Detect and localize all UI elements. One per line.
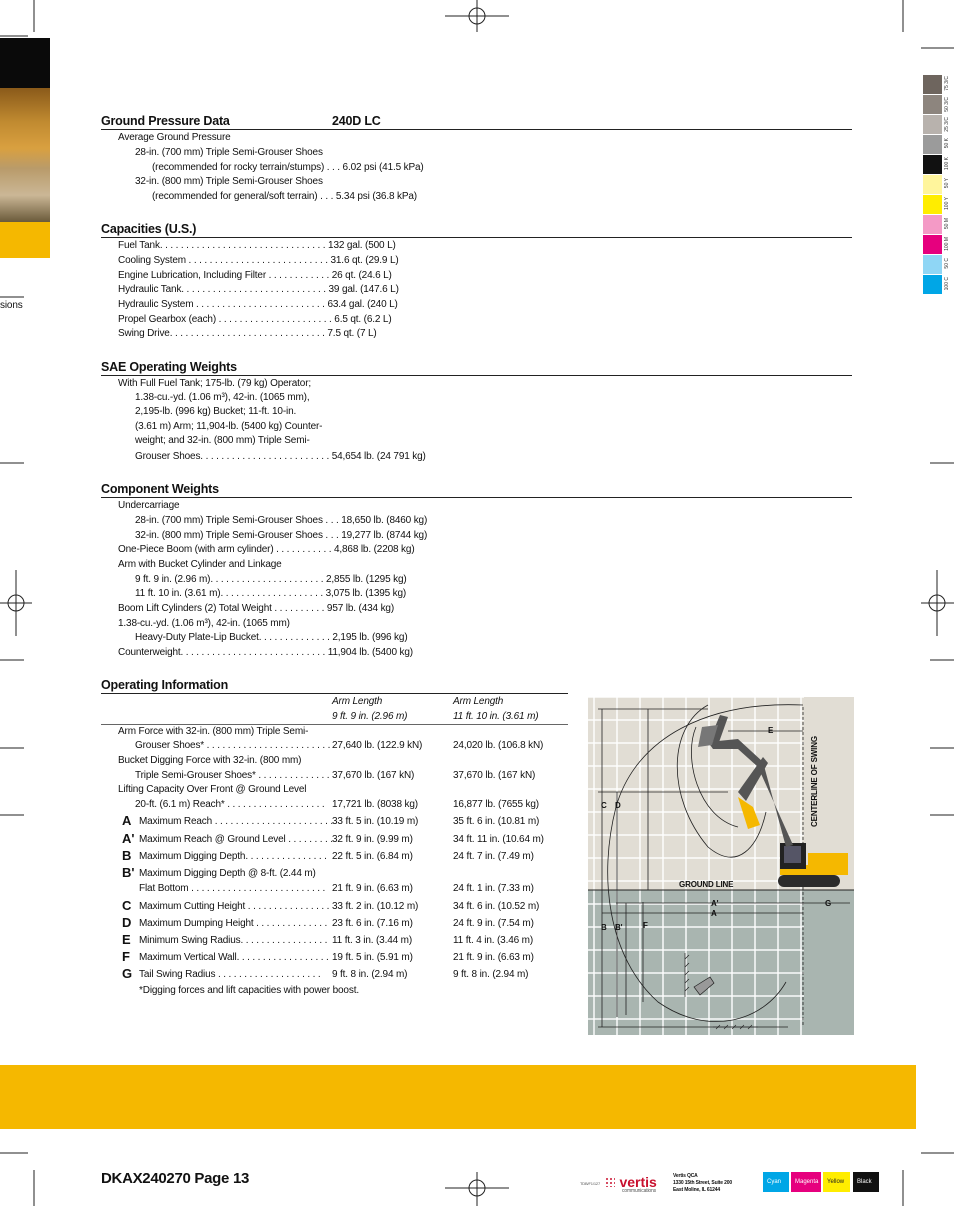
op-value: 17,721 lb. (8038 kg) [332,799,418,810]
gp-line: (recommended for rocky terrain/stumps) . . . 6.02 psi (41.5 kPa) [152,162,424,173]
dim-key: G [122,966,133,981]
cap-line: Engine Lubrication, Including Filter . . . . . . . . . . . . 26 qt. (24.6 L) [118,270,392,281]
dim-value: 11 ft. 3 in. (3.44 m) [332,935,413,946]
dim-key: C [122,898,132,913]
dim-value: 24 ft. 1 in. (7.33 m) [453,883,534,894]
margin-text: sions [0,300,23,311]
section-rule [101,375,852,376]
dim-key: B' [122,865,135,880]
cap-line: Hydraulic Tank. . . . . . . . . . . . . . . . . . . . . . . . . . . . 39 gal. (147.6 L) [118,284,399,295]
diagram-letter-a: A [711,909,717,918]
comp-line: 1.38-cu.-yd. (1.06 m³), 42-in. (1065 mm) [118,618,290,629]
dim-value: 9 ft. 8 in. (2.94 m) [332,969,408,980]
diagram-letter-c: C [601,801,607,810]
diagram-letter-e: E [768,726,774,735]
op-row: Grouser Shoes* . . . . . . . . . . . . . . . . . . . . . . . . [135,740,331,751]
dim-value: 11 ft. 4 in. (3.46 m) [453,935,534,946]
dim-label: Maximum Vertical Wall. . . . . . . . . . . . . . . . . . [139,952,329,963]
comp-line: One-Piece Boom (with arm cylinder) . . . . . . . . . . . 4,868 lb. (2208 kg) [118,544,415,555]
op-value: 37,670 lb. (167 kN) [453,770,536,781]
dim-value: 32 ft. 9 in. (9.99 m) [332,834,413,845]
section-rule [101,129,852,130]
dim-value: 24 ft. 7 in. (7.49 m) [453,851,534,862]
dim-value: 33 ft. 5 in. (10.19 m) [332,816,419,827]
op-value: 24,020 lb. (106.8 kN) [453,740,544,751]
dim-value: 21 ft. 9 in. (6.63 m) [332,883,413,894]
dim-label: Tail Swing Radius . . . . . . . . . . . . . . . . . . . . [139,969,321,980]
dim-label: Maximum Reach . . . . . . . . . . . . . . . . . . . . . . . [139,816,333,827]
op-row: Lifting Capacity Over Front @ Ground Level [118,784,307,795]
vertis-sub: communications [622,1188,657,1194]
sae-line: (3.61 m) Arm; 11,904-lb. (5400 kg) Counter- [135,421,323,432]
dim-value: 23 ft. 6 in. (7.16 m) [332,918,413,929]
op-row: Bucket Digging Force with 32-in. (800 mm) [118,755,302,766]
swatch-black: Black [853,1172,879,1192]
dim-value: 34 ft. 11 in. (10.64 m) [453,834,544,845]
ground-pressure-title: Ground Pressure Data [101,114,230,128]
cap-line: Propel Gearbox (each) . . . . . . . . . . . . . . . . . . . . . . 6.5 qt. (6.2 L) [118,314,392,325]
gp-line: 28-in. (700 mm) Triple Semi-Grouser Shoes [135,147,323,158]
dim-label: Maximum Digging Depth. . . . . . . . . . . . . . . . [139,851,327,862]
dim-label-2: Flat Bottom . . . . . . . . . . . . . . . . . . . . . . . . . . [139,883,326,894]
dim-key: D [122,915,132,930]
gp-line: Average Ground Pressure [118,132,231,143]
diagram-letter-b-prime: B' [615,923,623,932]
dim-label: Maximum Digging Depth @ 8-ft. (2.44 m) [139,868,316,879]
left-photo [0,38,50,88]
diagram-letter-b: B [601,923,607,932]
dim-key: B [122,848,132,863]
dim-value: 22 ft. 5 in. (6.84 m) [332,851,413,862]
swatch-yellow: Yellow [823,1172,850,1192]
swatch-magenta: Magenta [791,1172,821,1192]
dim-key: F [122,949,130,964]
dim-key: E [122,932,131,947]
diagram-letter-f: F [643,921,648,930]
col1-sub: 9 ft. 9 in. (2.96 m) [332,711,408,722]
printer-addr: East Moline, IL 61244 [673,1187,721,1193]
diagram-letter-a-prime: A' [711,899,719,908]
diagram-letter-g: G [825,899,832,908]
dim-label: Maximum Cutting Height . . . . . . . . . . . . . . . . [139,901,330,912]
op-value: 27,640 lb. (122.9 kN) [332,740,423,751]
dim-key: A [122,813,132,828]
col1-head: Arm Length [332,696,383,707]
sae-line: 2,195-lb. (996 kg) Bucket; 11-ft. 10-in. [135,406,297,417]
col2-head: Arm Length [453,696,504,707]
dim-key: A' [122,831,135,846]
dim-label: Maximum Dumping Height . . . . . . . . . . . . . . [139,918,328,929]
op-value: 16,877 lb. (7655 kg) [453,799,539,810]
operating-title: Operating Information [101,678,229,692]
printer-addr: 1330 15th Street, Suite 200 [673,1180,733,1186]
component-title: Component Weights [101,482,219,496]
comp-line: 32-in. (800 mm) Triple Semi-Grouser Shoes . . . 19,277 lb. (8744 kg) [135,530,428,541]
op-row: Triple Semi-Grouser Shoes* . . . . . . . . . . . . . . [135,770,330,781]
centerline-label: CENTERLINE OF SWING [810,736,819,827]
printer-small: TDB/F1/127 [580,1181,601,1186]
comp-line: Counterweight. . . . . . . . . . . . . . . . . . . . . . . . . . . . 11,904 lb. (5400 kg) [118,647,413,658]
op-value: 37,670 lb. (167 kN) [332,770,415,781]
gp-line: (recommended for general/soft terrain) . . . 5.34 psi (36.8 kPa) [152,191,417,202]
cap-line: Cooling System . . . . . . . . . . . . . . . . . . . . . . . . . . . 31.6 qt. (29.9 L) [118,255,399,266]
dim-label: Maximum Reach @ Ground Level . . . . . . . . . [139,834,333,845]
comp-line: Undercarriage [118,500,180,511]
col2-sub: 11 ft. 10 in. (3.61 m) [453,711,539,722]
ground-line-label: GROUND LINE [679,880,734,889]
dim-value: 9 ft. 8 in. (2.94 m) [453,969,529,980]
dim-value: 33 ft. 2 in. (10.12 m) [332,901,419,912]
page-label: DKAX240270 Page 13 [101,1170,250,1187]
section-rule [101,693,568,694]
cap-line: Hydraulic System . . . . . . . . . . . . . . . . . . . . . . . . . 63.4 gal. (240 L) [118,299,398,310]
dim-value: 34 ft. 6 in. (10.52 m) [453,901,540,912]
gp-line: 32-in. (800 mm) Triple Semi-Grouser Shoes [135,176,323,187]
footnote: *Digging forces and lift capacities with power boost. [139,985,359,996]
sae-line: Grouser Shoes. . . . . . . . . . . . . . . . . . . . . . . . . 54,654 lb. (24 791 kg) [135,451,426,462]
diagram-letter-d: D [615,801,621,810]
sae-line: weight; and 32-in. (800 mm) Triple Semi- [135,435,310,446]
comp-line: 28-in. (700 mm) Triple Semi-Grouser Shoes . . . 18,650 lb. (8460 kg) [135,515,428,526]
section-rule [101,497,852,498]
bottom-accent-band [0,1065,916,1129]
col-rule [101,724,568,725]
sae-line: 1.38-cu.-yd. (1.06 m³), 42-in. (1065 mm), [135,392,310,403]
capacities-title: Capacities (U.S.) [101,222,197,236]
op-row: Arm Force with 32-in. (800 mm) Triple Semi- [118,726,309,737]
op-row: 20-ft. (6.1 m) Reach* . . . . . . . . . . . . . . . . . . . [135,799,325,810]
dim-value: 35 ft. 6 in. (10.81 m) [453,816,540,827]
cap-line: Fuel Tank. . . . . . . . . . . . . . . . . . . . . . . . . . . . . . . . 132 gal. (500 L) [118,240,396,251]
dim-value: 21 ft. 9 in. (6.63 m) [453,952,534,963]
section-rule [101,237,852,238]
dim-value: 19 ft. 5 in. (5.91 m) [332,952,413,963]
printer-addr: Vertis QCA [673,1173,698,1179]
comp-line: Heavy-Duty Plate-Lip Bucket. . . . . . . . . . . . . . 2,195 lb. (996 kg) [135,632,408,643]
sae-title: SAE Operating Weights [101,360,237,374]
model-label: 240D LC [332,114,381,128]
sae-line: With Full Fuel Tank; 175-lb. (79 kg) Operator; [118,378,311,389]
left-photo-lower [0,88,50,222]
dim-value: 24 ft. 9 in. (7.54 m) [453,918,534,929]
vertis-wordmark: vertis [619,1173,657,1190]
cap-line: Swing Drive. . . . . . . . . . . . . . . . . . . . . . . . . . . . . . 7.5 qt. (7 L) [118,328,377,339]
comp-line: Boom Lift Cylinders (2) Total Weight . . . . . . . . . . 957 lb. (434 kg) [118,603,395,614]
dim-label: Minimum Swing Radius. . . . . . . . . . . . . . . . . [139,935,328,946]
comp-line: 9 ft. 9 in. (2.96 m). . . . . . . . . . . . . . . . . . . . . . 2,855 lb. (1295 kg) [135,574,407,585]
left-accent-bar [0,222,50,258]
swatch-cyan: Cyan [763,1172,789,1192]
comp-line: 11 ft. 10 in. (3.61 m). . . . . . . . . . . . . . . . . . . . 3,075 lb. (1395 kg) [135,588,407,599]
comp-line: Arm with Bucket Cylinder and Linkage [118,559,282,570]
